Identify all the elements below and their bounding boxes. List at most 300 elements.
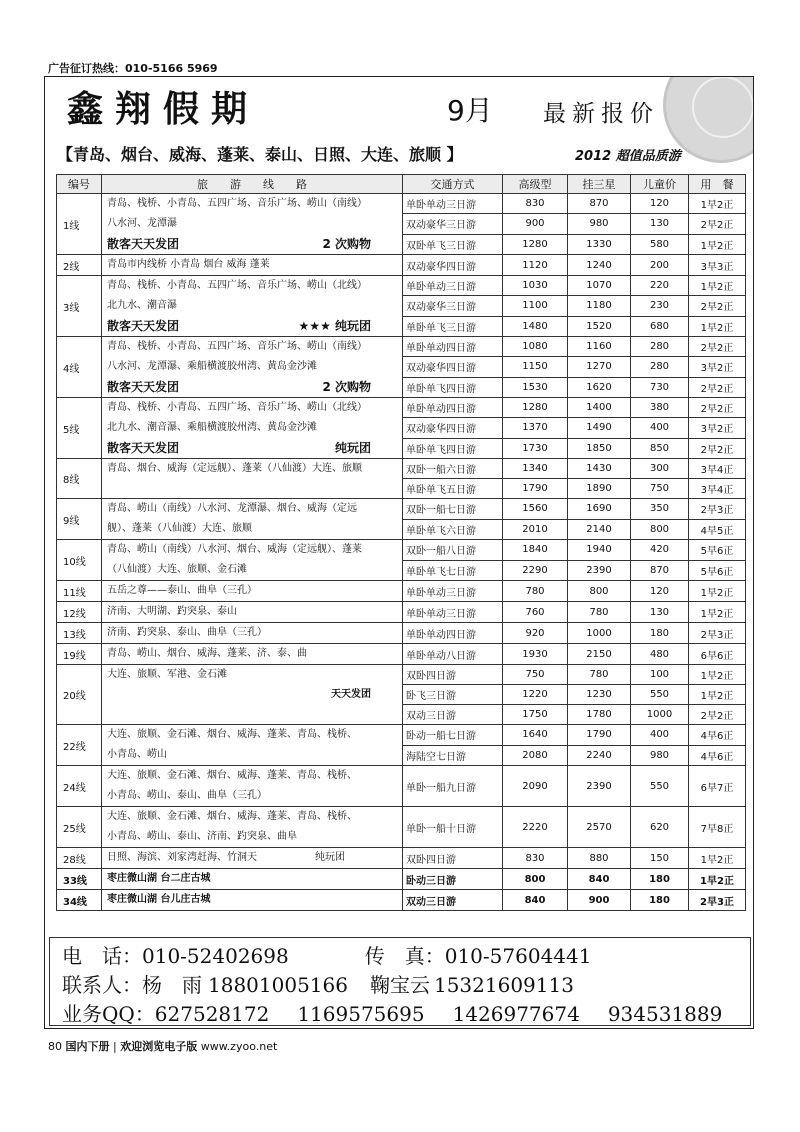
three-star-price: 1490 [568, 418, 631, 438]
premium-price: 830 [503, 194, 568, 214]
tour-feature-tag: 天天发团 [331, 689, 371, 700]
child-price: 550 [631, 766, 689, 807]
table-row [57, 337, 746, 357]
table-row [57, 255, 746, 276]
route-line: 小青岛、崂山、泰山、济南、趵突泉、曲阜 [107, 831, 297, 842]
route-description [102, 276, 403, 337]
route-number: 11线 [57, 581, 102, 602]
premium-price: 1840 [503, 540, 568, 561]
route-number: 28线 [57, 848, 102, 869]
route-line: 济南、大明湖、趵突泉、泰山 [107, 606, 237, 617]
meals: 6早7正 [689, 766, 746, 807]
premium-price: 1030 [503, 276, 568, 296]
table-row [57, 398, 746, 418]
table-row [57, 890, 746, 911]
qq-number[interactable]: 1169575695 [297, 1002, 425, 1026]
transport-mode: 卧飞三日游 [403, 685, 503, 705]
qq-number[interactable]: 627528172 [154, 1002, 270, 1026]
contact-phone-2[interactable]: 15321609113 [433, 973, 574, 997]
route-line: 青岛、烟台、威海（定远舰）、蓬莱（八仙渡）大连、旅顺 [107, 463, 362, 474]
route-number: 5线 [57, 398, 102, 459]
route-description [102, 499, 403, 540]
table-row [57, 540, 746, 561]
qq-label: 业务QQ： [62, 1002, 155, 1026]
route-line: 青岛、栈桥、小青岛、五四广场、音乐广场、崂山（北线） [107, 280, 367, 291]
premium-price: 2010 [503, 519, 568, 540]
table-row [57, 665, 746, 685]
route-line: 八水河、龙潭瀑、乘船横渡胶州湾、黄岛金沙滩 [107, 361, 317, 372]
premium-price: 1930 [503, 644, 568, 665]
three-star-price: 880 [568, 848, 631, 869]
premium-price: 800 [503, 869, 568, 890]
route-line: 青岛、崂山（南线）八水河、龙潭瀑、烟台、威海（定远 [107, 503, 357, 514]
route-description [102, 766, 403, 807]
route-line: 大连、旅顺、军港、金石滩 [107, 669, 227, 680]
contact-phone-1[interactable]: 18801005166 [208, 973, 348, 997]
route-price-table [56, 174, 746, 911]
table-row [57, 602, 746, 623]
three-star-price: 2570 [568, 807, 631, 848]
page-number: 80 [48, 1040, 62, 1053]
premium-price: 900 [503, 214, 568, 234]
three-star-price: 1430 [568, 459, 631, 479]
premium-price: 2080 [503, 745, 568, 766]
meals: 2早2正 [689, 214, 746, 234]
table-row [57, 807, 746, 848]
route-description [102, 255, 403, 276]
premium-price: 1530 [503, 377, 568, 397]
meals: 5早6正 [689, 540, 746, 561]
page-footer: 80 国内下册 | 欢迎浏览电子版 www.zyoo.net [48, 1040, 278, 1053]
transport-mode: 单卧一船九日游 [403, 766, 503, 807]
route-line: 北九水、潮音瀑 [107, 300, 177, 311]
route-line: 小青岛、崂山 [107, 749, 167, 760]
child-price: 180 [631, 869, 689, 890]
premium-price: 1220 [503, 685, 568, 705]
tour-feature-tag: 2 次购物 [322, 237, 371, 251]
route-number: 3线 [57, 276, 102, 337]
three-star-price: 1690 [568, 499, 631, 520]
route-line: 济南、趵突泉、泰山、曲阜（三孔） [107, 627, 267, 638]
table-header-row [57, 175, 746, 194]
route-line: 大连、旅顺、金石滩、烟台、威海、蓬莱、青岛、栈桥、 [107, 811, 357, 822]
route-line: 日照、海滨、刘家湾赶海、竹洞天 [107, 852, 257, 863]
child-price: 120 [631, 194, 689, 214]
child-price: 180 [631, 890, 689, 911]
child-price: 1000 [631, 705, 689, 725]
three-star-price: 1000 [568, 623, 631, 644]
qq-number[interactable]: 1426977674 [452, 1002, 580, 1026]
three-star-price: 2140 [568, 519, 631, 540]
route-line: 大连、旅顺、金石滩、烟台、威海、蓬莱、青岛、栈桥、 [107, 729, 357, 740]
header-number: 编号 [57, 175, 102, 194]
meals: 1早2正 [689, 316, 746, 336]
child-price: 230 [631, 296, 689, 316]
meals: 1早2正 [689, 869, 746, 890]
table-row [57, 766, 746, 807]
premium-price: 1790 [503, 479, 568, 499]
brand-title: 鑫翔假期 [67, 88, 260, 130]
child-price: 480 [631, 644, 689, 665]
footer-slogan: 欢迎浏览电子版 [120, 1040, 198, 1053]
premium-price: 920 [503, 623, 568, 644]
header-meals: 用 餐 [689, 175, 746, 194]
route-description [102, 725, 403, 766]
transport-mode: 单卧单飞四日游 [403, 438, 503, 458]
meals: 2早3正 [689, 623, 746, 644]
premium-price: 1280 [503, 234, 568, 254]
three-star-price: 2240 [568, 745, 631, 766]
three-star-price: 1940 [568, 540, 631, 561]
transport-mode: 海陆空七日游 [403, 745, 503, 766]
transport-mode: 双动豪华四日游 [403, 357, 503, 377]
transport-mode: 双卧一船八日游 [403, 540, 503, 561]
meals: 1早2正 [689, 848, 746, 869]
three-star-price: 1780 [568, 705, 631, 725]
meals: 1早2正 [689, 234, 746, 254]
route-number: 2线 [57, 255, 102, 276]
route-line: 枣庄微山湖 台儿庄古城 [107, 894, 211, 905]
contact-people-line [62, 969, 574, 998]
meals: 1早2正 [689, 665, 746, 685]
route-line: 小青岛、崂山、泰山、曲阜（三孔） [107, 790, 267, 801]
premium-price: 1750 [503, 705, 568, 725]
meals: 2早2正 [689, 398, 746, 418]
transport-mode: 卧动三日游 [403, 869, 503, 890]
transport-mode: 双卧四日游 [403, 665, 503, 685]
transport-mode: 卧动一船七日游 [403, 725, 503, 746]
transport-mode: 单卧单动三日游 [403, 276, 503, 296]
route-line: 八水河、龙潭瀑 [107, 218, 177, 229]
website-link[interactable]: www.zyoo.net [200, 1040, 278, 1053]
child-price: 350 [631, 499, 689, 520]
route-line: 枣庄微山湖 台二庄古城 [107, 873, 211, 884]
transport-mode: 单卧单动三日游 [403, 602, 503, 623]
transport-mode: 双卧一船七日游 [403, 499, 503, 520]
child-price: 100 [631, 665, 689, 685]
premium-price: 1080 [503, 337, 568, 357]
child-price: 280 [631, 357, 689, 377]
transport-mode: 双动豪华四日游 [403, 418, 503, 438]
child-price: 850 [631, 438, 689, 458]
premium-price: 1100 [503, 296, 568, 316]
fax-number: 010-57604441 [444, 944, 592, 968]
table-row [57, 644, 746, 665]
child-price: 180 [631, 623, 689, 644]
destination-list: 【青岛、烟台、威海、蓬莱、泰山、日照、大连、旅顺 】 [57, 145, 463, 164]
route-description [102, 459, 403, 499]
route-description [102, 337, 403, 398]
child-price: 380 [631, 398, 689, 418]
meals: 2早3正 [689, 499, 746, 520]
three-star-price: 900 [568, 890, 631, 911]
route-line: 五岳之尊——泰山、曲阜（三孔） [107, 585, 257, 596]
phone-number[interactable]: 010-52402698 [142, 944, 289, 968]
premium-price: 2290 [503, 560, 568, 581]
route-description [102, 194, 403, 255]
latest-price-label: 最新报价 [543, 101, 659, 127]
table-row [57, 848, 746, 869]
transport-mode: 双动豪华三日游 [403, 214, 503, 234]
meals: 3早2正 [689, 418, 746, 438]
premium-price: 1150 [503, 357, 568, 377]
tour-feature-tag: 纯玩团 [315, 852, 345, 863]
transport-mode: 单卧单动三日游 [403, 581, 503, 602]
tagline: 2012 超值品质游 [575, 149, 681, 164]
meals: 3早4正 [689, 479, 746, 499]
three-star-price: 1790 [568, 725, 631, 746]
meals: 3早3正 [689, 255, 746, 276]
three-star-price: 1850 [568, 438, 631, 458]
premium-price: 780 [503, 581, 568, 602]
child-price: 400 [631, 725, 689, 746]
people-label: 联系人： [62, 973, 142, 997]
route-description [102, 665, 403, 725]
three-star-price: 840 [568, 869, 631, 890]
transport-mode: 双动三日游 [403, 890, 503, 911]
tour-feature-tag: 2 次购物 [322, 380, 371, 394]
tour-feature-tag: ★★★ 纯玩团 [298, 319, 371, 333]
route-line: 青岛、栈桥、小青岛、五四广场、音乐广场、崂山（南线） [107, 198, 367, 209]
route-number: 34线 [57, 890, 102, 911]
child-price: 220 [631, 276, 689, 296]
child-price: 200 [631, 255, 689, 276]
route-number: 12线 [57, 602, 102, 623]
premium-price: 1370 [503, 418, 568, 438]
premium-price: 1480 [503, 316, 568, 336]
child-price: 420 [631, 540, 689, 561]
meals: 4早6正 [689, 745, 746, 766]
meals: 2早2正 [689, 438, 746, 458]
route-number: 25线 [57, 807, 102, 848]
three-star-price: 1070 [568, 276, 631, 296]
contact-person-1: 杨 雨 [142, 973, 202, 997]
meals: 2早2正 [689, 705, 746, 725]
departure-tag: 散客天天发团 [107, 237, 180, 251]
month-label: 9月 [447, 94, 493, 127]
child-price: 120 [631, 581, 689, 602]
meals: 1早2正 [689, 194, 746, 214]
route-line: 北九水、潮音瀑、乘船横渡胶州湾、黄岛金沙滩 [107, 422, 317, 433]
route-description [102, 602, 403, 623]
transport-mode: 双卧四日游 [403, 848, 503, 869]
transport-mode: 单卧单动八日游 [403, 644, 503, 665]
table-row [57, 459, 746, 479]
meals: 7早8正 [689, 807, 746, 848]
child-price: 870 [631, 560, 689, 581]
contact-person-2: 鞠宝云 [369, 973, 430, 997]
child-price: 750 [631, 479, 689, 499]
meals: 3早2正 [689, 357, 746, 377]
three-star-price: 2390 [568, 560, 631, 581]
meals: 2早3正 [689, 890, 746, 911]
meals: 1早2正 [689, 276, 746, 296]
header-transport: 交通方式 [403, 175, 503, 194]
child-price: 800 [631, 519, 689, 540]
transport-mode: 单卧一船十日游 [403, 807, 503, 848]
transport-mode: 单卧单动三日游 [403, 194, 503, 214]
route-line: 青岛、崂山（南线）八水河、烟台、威海（定远舰）、蓬莱 [107, 544, 362, 555]
transport-mode: 单卧单动四日游 [403, 398, 503, 418]
three-star-price: 1890 [568, 479, 631, 499]
premium-price: 840 [503, 890, 568, 911]
three-star-price: 2390 [568, 766, 631, 807]
tour-feature-tag: 纯玩团 [334, 441, 371, 455]
meals: 1早2正 [689, 581, 746, 602]
transport-mode: 单卧单动四日游 [403, 337, 503, 357]
child-price: 980 [631, 745, 689, 766]
route-description [102, 581, 403, 602]
transport-mode: 单卧单飞七日游 [403, 560, 503, 581]
route-line: 青岛、栈桥、小青岛、五四广场、音乐广场、崂山（南线） [107, 341, 367, 352]
qq-number[interactable]: 934531889 [607, 1002, 723, 1026]
transport-mode: 单卧单飞五日游 [403, 479, 503, 499]
header-child-price: 儿童价 [631, 175, 689, 194]
section-name: 国内下册 [65, 1040, 110, 1053]
three-star-price: 1180 [568, 296, 631, 316]
route-description [102, 869, 403, 890]
price-sheet [44, 76, 754, 1029]
three-star-price: 2150 [568, 644, 631, 665]
three-star-price: 800 [568, 581, 631, 602]
transport-mode: 单卧单飞三日游 [403, 316, 503, 336]
three-star-price: 980 [568, 214, 631, 234]
header-premium-price: 高级型 [503, 175, 568, 194]
transport-mode: 单卧单飞六日游 [403, 519, 503, 540]
transport-mode: 双动三日游 [403, 705, 503, 725]
three-star-price: 1400 [568, 398, 631, 418]
meals: 2早2正 [689, 337, 746, 357]
three-star-price: 1230 [568, 685, 631, 705]
route-number: 9线 [57, 499, 102, 540]
table-row [57, 623, 746, 644]
table-row [57, 194, 746, 214]
premium-price: 2220 [503, 807, 568, 848]
table-row [57, 725, 746, 746]
route-number: 4线 [57, 337, 102, 398]
child-price: 580 [631, 234, 689, 254]
premium-price: 1340 [503, 459, 568, 479]
meals: 4早6正 [689, 725, 746, 746]
premium-price: 1640 [503, 725, 568, 746]
route-number: 13线 [57, 623, 102, 644]
meals: 2早2正 [689, 377, 746, 397]
three-star-price: 1270 [568, 357, 631, 377]
premium-price: 830 [503, 848, 568, 869]
premium-price: 1280 [503, 398, 568, 418]
departure-tag: 散客天天发团 [107, 319, 180, 333]
premium-price: 1560 [503, 499, 568, 520]
route-number: 1线 [57, 194, 102, 255]
route-description [102, 540, 403, 581]
route-description [102, 644, 403, 665]
three-star-price: 870 [568, 194, 631, 214]
contact-qq-line [62, 998, 722, 1027]
child-price: 300 [631, 459, 689, 479]
route-number: 10线 [57, 540, 102, 581]
three-star-price: 1330 [568, 234, 631, 254]
transport-mode: 单卧单动四日游 [403, 623, 503, 644]
transport-mode: 单卧单飞四日游 [403, 377, 503, 397]
route-number: 19线 [57, 644, 102, 665]
child-price: 280 [631, 337, 689, 357]
premium-price: 1120 [503, 255, 568, 276]
premium-price: 2090 [503, 766, 568, 807]
meals: 4早5正 [689, 519, 746, 540]
three-star-price: 780 [568, 665, 631, 685]
route-number: 33线 [57, 869, 102, 890]
departure-tag: 散客天天发团 [107, 441, 180, 455]
transport-mode: 双卧一船六日游 [403, 459, 503, 479]
child-price: 620 [631, 807, 689, 848]
meals: 3早4正 [689, 459, 746, 479]
meals: 2早2正 [689, 296, 746, 316]
phone-label: 电 话： [62, 944, 142, 968]
child-price: 130 [631, 214, 689, 234]
route-line: （八仙渡）大连、旅顺、金石滩 [107, 564, 247, 575]
child-price: 130 [631, 602, 689, 623]
meals: 1早2正 [689, 685, 746, 705]
transport-mode: 双动豪华三日游 [403, 296, 503, 316]
route-line: 青岛、崂山、烟台、威海、蓬莱、济、泰、曲 [107, 648, 307, 659]
child-price: 550 [631, 685, 689, 705]
three-star-price: 780 [568, 602, 631, 623]
ad-hotline: 广告征订热线：010-5166 5969 [48, 62, 218, 75]
route-description [102, 807, 403, 848]
route-line: 舰）、蓬莱（八仙渡）大连、旅顺 [107, 523, 252, 534]
route-description [102, 398, 403, 459]
meals: 5早6正 [689, 560, 746, 581]
route-line: 青岛、栈桥、小青岛、五四广场、音乐广场、崂山（北线） [107, 402, 367, 413]
route-line: 青岛市内线桥 小青岛 烟台 威海 蓬莱 [107, 259, 270, 270]
three-star-price: 1520 [568, 316, 631, 336]
three-star-price: 1620 [568, 377, 631, 397]
header-route: 旅 游 线 路 [102, 175, 403, 194]
table-row [57, 581, 746, 602]
contact-box [49, 937, 751, 1026]
premium-price: 750 [503, 665, 568, 685]
route-description [102, 890, 403, 911]
child-price: 150 [631, 848, 689, 869]
table-row [57, 499, 746, 520]
three-star-price: 1240 [568, 255, 631, 276]
child-price: 730 [631, 377, 689, 397]
header-three-star-price: 挂三星 [568, 175, 631, 194]
child-price: 680 [631, 316, 689, 336]
fax-label: 传 真： [364, 944, 445, 968]
route-number: 20线 [57, 665, 102, 725]
route-number: 8线 [57, 459, 102, 499]
contact-phone-line [62, 940, 591, 969]
transport-mode: 双动豪华四日游 [403, 255, 503, 276]
premium-price: 1730 [503, 438, 568, 458]
route-description [102, 848, 403, 869]
route-description [102, 623, 403, 644]
route-line: 大连、旅顺、金石滩、烟台、威海、蓬莱、青岛、栈桥、 [107, 770, 357, 781]
meals: 6早6正 [689, 644, 746, 665]
table-row [57, 276, 746, 296]
route-number: 24线 [57, 766, 102, 807]
meals: 1早2正 [689, 602, 746, 623]
table-row [57, 869, 746, 890]
departure-tag: 散客天天发团 [107, 380, 180, 394]
route-number: 22线 [57, 725, 102, 766]
premium-price: 760 [503, 602, 568, 623]
transport-mode: 双卧单飞三日游 [403, 234, 503, 254]
three-star-price: 1160 [568, 337, 631, 357]
child-price: 400 [631, 418, 689, 438]
route-table-body [57, 194, 746, 911]
